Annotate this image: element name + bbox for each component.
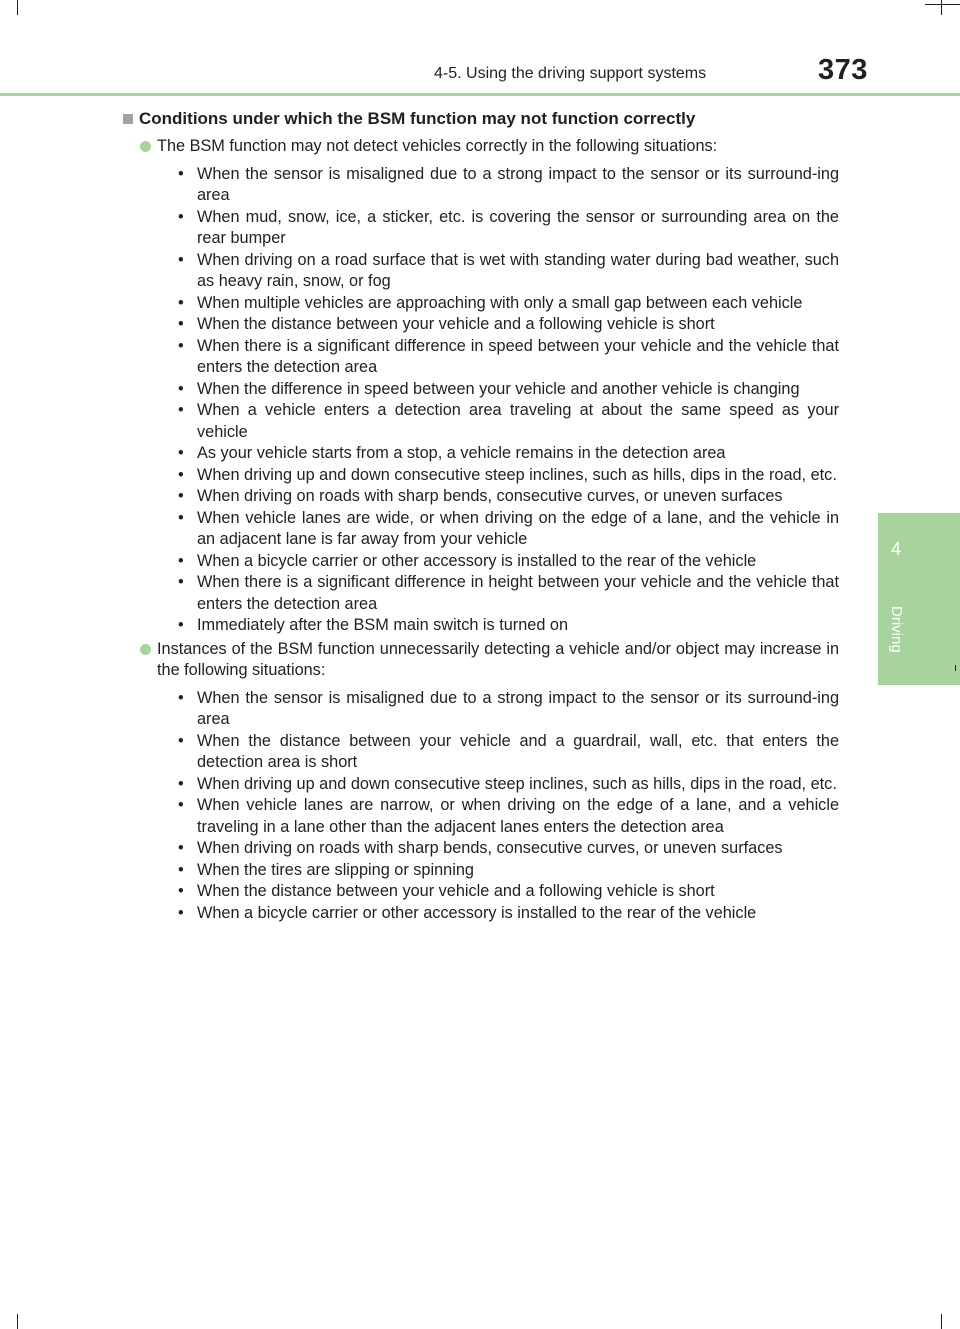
bullet-dot-icon: • xyxy=(178,508,184,527)
list-item-text: Immediately after the BSM main switch is turned on xyxy=(197,616,569,634)
list-item-text: When the distance between your vehicle and a following vehicle is short xyxy=(197,882,715,900)
list-item xyxy=(175,731,839,774)
list-item xyxy=(175,903,839,925)
section-heading xyxy=(121,107,839,131)
list-item xyxy=(175,860,839,882)
list-item xyxy=(175,379,839,401)
list-item-text: When driving up and down consecutive steep inclines, such as hills, dips in the road, etc. xyxy=(197,465,837,484)
chapter-label: Driving xyxy=(888,606,905,653)
bullet-dot-icon: • xyxy=(178,207,184,226)
list-item xyxy=(175,164,839,207)
list-item xyxy=(175,250,839,293)
list-item xyxy=(175,774,839,796)
list-item xyxy=(175,207,839,250)
paragraph-block-1 xyxy=(121,136,839,637)
bullet-dot-icon: • xyxy=(178,336,184,355)
list-item-text: As your vehicle starts from a stop, a vehicle remains in the detection area xyxy=(197,444,726,462)
list-item-text: When mud, snow, ice, a sticker, etc. is covering the sensor or surrounding area on the rear bumper xyxy=(197,207,839,247)
list-item xyxy=(175,615,839,637)
bullet-dot-icon: • xyxy=(178,444,184,462)
list-item-text: When multiple vehicles are approaching with only a small gap between each vehicle xyxy=(197,293,803,312)
section-heading-text: Conditions under which the BSM function may not function correctly xyxy=(139,109,696,128)
list-item-text: When there is a significant difference in height between your vehicle and the vehicle that enters the detection area xyxy=(197,573,839,613)
bullet-dot-icon: • xyxy=(178,882,184,900)
chapter-number: 4 xyxy=(890,539,901,559)
list-item xyxy=(175,795,839,838)
list-item xyxy=(175,314,839,336)
list-item-text: When the distance between your vehicle and a following vehicle is short xyxy=(197,315,715,333)
bullet-dot-icon: • xyxy=(178,774,184,793)
paragraph-block-2 xyxy=(121,639,839,925)
bullet-dot-icon: • xyxy=(178,573,184,591)
bullet-dot-icon: • xyxy=(178,293,184,312)
crop-mark-top-right-h xyxy=(925,4,960,5)
bullet-dot-icon: • xyxy=(178,616,184,634)
list-item-text: When the difference in speed between your vehicle and another vehicle is changing xyxy=(197,379,800,398)
bullet-dot-icon: • xyxy=(178,688,184,707)
list-item-text: When the distance between your vehicle and a guardrail, wall, etc. that enters the detection area is short xyxy=(197,731,839,771)
main-content xyxy=(121,107,839,924)
paragraph-intro xyxy=(121,639,839,682)
list-item xyxy=(175,881,839,903)
bullet-dot-icon: • xyxy=(178,731,184,750)
side-tick-mark xyxy=(955,665,956,671)
list-item xyxy=(175,336,839,379)
list-item-text: When the sensor is misaligned due to a strong impact to the sensor or its surround-ing area xyxy=(197,164,839,204)
bullet-dot-icon: • xyxy=(178,487,184,505)
list-item xyxy=(175,688,839,731)
list-item-text: When there is a significant difference in speed between your vehicle and the vehicle that enters the detection area xyxy=(197,336,839,376)
list-item xyxy=(175,508,839,551)
paragraph-text: The BSM function may not detect vehicles correctly in the following situations: xyxy=(157,137,718,155)
list-item-text: When the sensor is misaligned due to a strong impact to the sensor or its surround-ing area xyxy=(197,688,839,728)
list-item xyxy=(175,486,839,508)
paragraph-intro xyxy=(121,136,839,158)
crop-mark-bottom-left-v xyxy=(17,1314,18,1329)
situation-list xyxy=(121,688,839,925)
bullet-dot-icon: • xyxy=(178,379,184,398)
list-item xyxy=(175,838,839,860)
bullet-dot-icon: • xyxy=(178,860,184,879)
list-item-text: When the tires are slipping or spinning xyxy=(197,860,474,879)
bullet-dot-icon: • xyxy=(178,551,184,570)
circle-bullet-icon xyxy=(140,644,151,655)
crop-mark-top-right-v xyxy=(941,0,942,15)
bullet-dot-icon: • xyxy=(178,401,184,419)
bullet-dot-icon: • xyxy=(178,315,184,333)
bullet-dot-icon: • xyxy=(178,903,184,922)
list-item-text: When a vehicle enters a detection area traveling at about the same speed as your vehicle xyxy=(197,401,839,441)
crop-mark-bottom-right-v xyxy=(941,1314,942,1329)
circle-bullet-icon xyxy=(140,141,151,152)
list-item-text: When driving up and down consecutive steep inclines, such as hills, dips in the road, etc. xyxy=(197,774,837,793)
square-bullet-icon xyxy=(123,114,133,124)
list-item-text: When a bicycle carrier or other accessory is installed to the rear of the vehicle xyxy=(197,903,757,922)
list-item xyxy=(175,400,839,443)
page-number: 373 xyxy=(818,54,868,86)
list-item xyxy=(175,443,839,465)
running-header-title: 4-5. Using the driving support systems xyxy=(434,65,707,82)
crop-mark-top-left-v xyxy=(17,0,18,15)
header-rule xyxy=(0,93,960,96)
list-item-text: When vehicle lanes are wide, or when driving on the edge of a lane, and the vehicle in an adjacent lane is far away from your vehicle xyxy=(197,508,839,548)
bullet-dot-icon: • xyxy=(178,839,184,857)
list-item-text: When driving on roads with sharp bends, consecutive curves, or uneven surfaces xyxy=(197,487,783,505)
list-item xyxy=(175,551,839,573)
list-item-text: When driving on roads with sharp bends, consecutive curves, or uneven surfaces xyxy=(197,839,783,857)
bullet-dot-icon: • xyxy=(178,164,184,183)
bullet-dot-icon: • xyxy=(178,796,184,814)
list-item xyxy=(175,572,839,615)
paragraph-text: Instances of the BSM function unnecessarily detecting a vehicle and/or object may increase in the following situations: xyxy=(157,639,839,679)
bullet-dot-icon: • xyxy=(178,465,184,484)
list-item-text: When a bicycle carrier or other accessory is installed to the rear of the vehicle xyxy=(197,551,757,570)
list-item-text: When driving on a road surface that is wet with standing water during bad weather, such as heavy rain, snow, or fog xyxy=(197,250,839,290)
bullet-dot-icon: • xyxy=(178,250,184,269)
list-item xyxy=(175,465,839,487)
list-item-text: When vehicle lanes are narrow, or when driving on the edge of a lane, and a vehicle traveling in a lane other than the adjacent lanes enters the detection area xyxy=(197,796,839,836)
situation-list xyxy=(121,164,839,637)
list-item xyxy=(175,293,839,315)
